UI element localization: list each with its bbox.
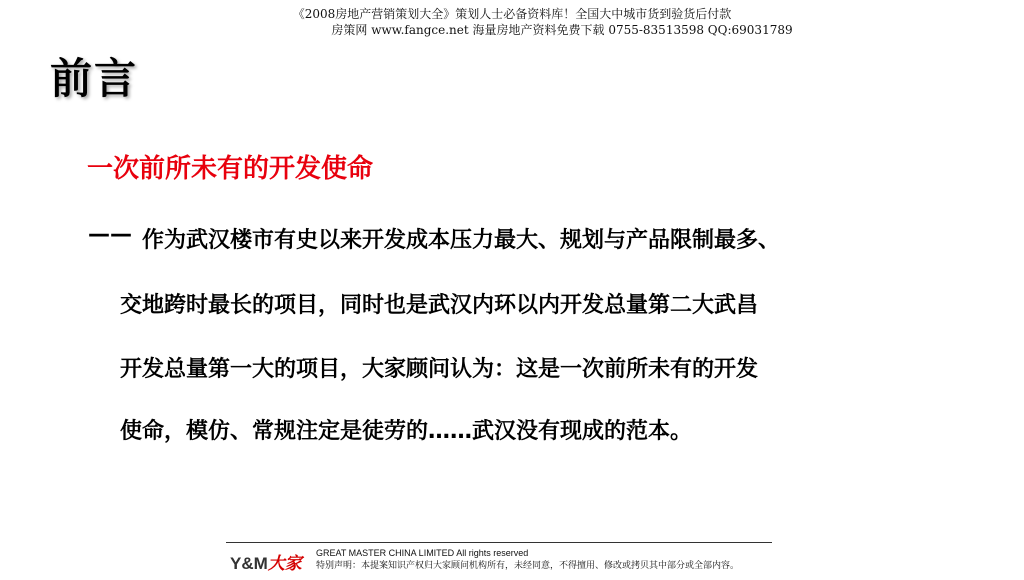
footer-text <box>316 547 739 571</box>
header-line-2: 房策网 www.fangce.net 海量房地产资料免费下载 0755-83513598 QQ:69031789 <box>331 23 793 37</box>
copyright-line: GREAT MASTER CHINA LIMITED All rights reserved <box>316 548 529 558</box>
notice-line: 特别声明：本提案知识产权归大家顾问机构所有，未经同意，不得擅用、修改或拷贝其中部分或全部内容。 <box>316 560 740 570</box>
header-line-1: 《2008房地产营销策划大全》策划人士必备资料库！全国大中城市货到验货后付款 <box>292 7 732 21</box>
body-line-2: 交地跨时最长的项目，同时也是武汉内环以内开发总量第二大武昌 <box>120 293 759 318</box>
page-title: 前言 <box>50 54 139 103</box>
logo-mark: 大家 <box>267 554 302 573</box>
body-line-4: 使命，模仿、常规注定是徒劳的……武汉没有现成的范本。 <box>120 419 693 444</box>
footer-divider <box>226 542 772 543</box>
logo-text: Y&M <box>230 554 268 573</box>
company-logo <box>230 549 302 574</box>
page-header <box>0 6 1024 38</box>
em-dash: —— <box>88 222 132 247</box>
subtitle: 一次前所未有的开发使命 <box>87 154 374 184</box>
body-line-1: 作为武汉楼市有史以来开发成本压力最大、规划与产品限制最多、 <box>142 228 781 253</box>
body-line-3: 开发总量第一大的项目，大家顾问认为：这是一次前所未有的开发 <box>120 357 759 382</box>
